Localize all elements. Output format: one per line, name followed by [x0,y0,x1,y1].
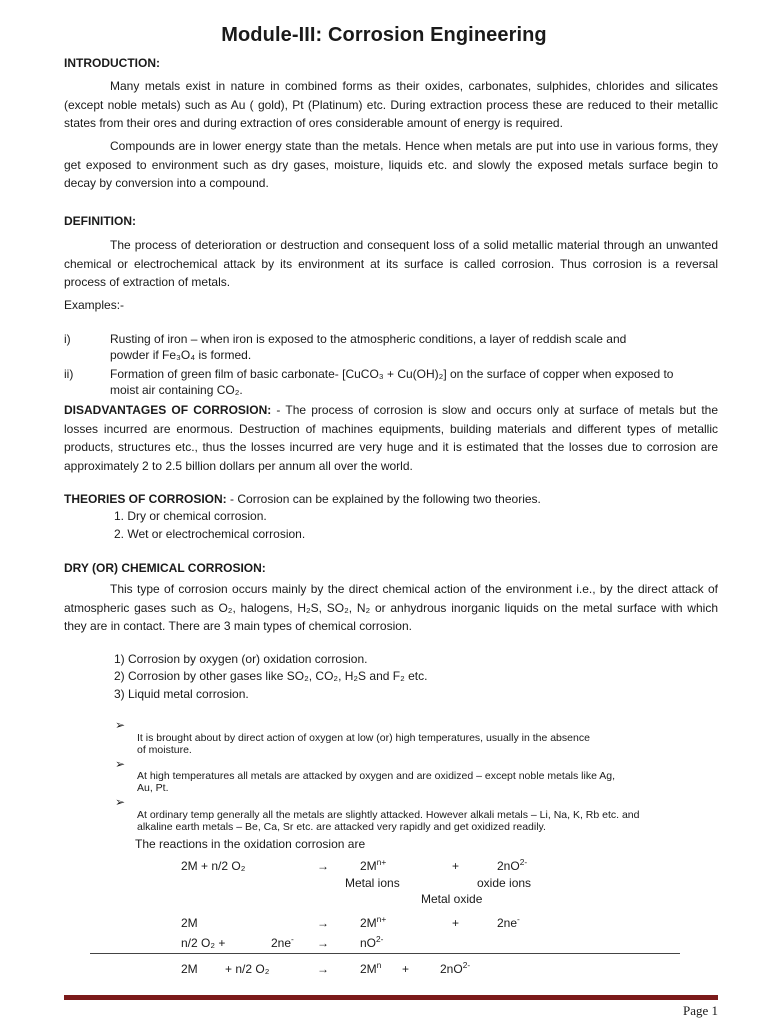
product-text: 2ne [497,916,518,930]
example-line: moist air containing CO₂. [110,383,243,397]
product-text: 2M [360,859,377,873]
product-charge: n+ [376,857,387,867]
electron-text: 2ne [271,936,292,950]
reactions-label: The reactions in the oxidation corrosion are [135,837,366,851]
reaction-product [440,962,470,976]
bullet-text [137,810,697,833]
theory-item: 2. Wet or electrochemical corrosion. [114,527,306,541]
definition-heading: DEFINITION: [64,214,136,228]
reaction-reactants: 2M [181,962,198,976]
product-text: 2M [360,916,377,930]
disadvantages-paragraph [64,401,718,475]
product-charge: n+ [376,914,387,924]
product-charge: n [376,960,382,970]
theory-item: 1. Dry or chemical corrosion. [114,509,267,523]
product-charge: 2- [462,960,471,970]
example-line: powder if Fe₃O₄ is formed. [110,348,252,362]
corrosion-type-item: 2) Corrosion by other gases like SO₂, CO₂, H₂S and F₂ etc. [114,669,428,683]
product-text: 2nO [497,859,520,873]
bullet-text [137,771,697,794]
footer-bar [64,995,718,1000]
example-line: Rusting of iron – when iron is exposed to the atmospheric conditions, a layer of reddish scale and [110,332,627,346]
page-number: Page 1 [682,1003,718,1018]
reaction-plus: + [452,859,460,873]
intro-heading: INTRODUCTION: [64,56,160,70]
arrow-bullet-icon: ➢ [115,718,126,732]
equation-divider [90,953,680,954]
theories-heading: THEORIES OF CORROSION: [64,492,227,506]
product-text: nO [360,936,377,950]
example-line: Formation of green film of basic carbonate- [CuCO₃ + Cu(OH)₂] on the surface of copper when exposed to [110,367,674,381]
reaction-arrow: → [317,916,329,930]
theories-line [64,491,718,507]
product-text: 2nO [440,962,463,976]
bullet-line: of moisture. [137,743,192,756]
example-text [110,366,720,398]
oxide-ions-label: oxide ions [477,876,532,890]
page-title: Module-III: Corrosion Engineering [221,24,547,46]
reaction-product [360,859,386,873]
reaction-product [360,962,381,976]
product-charge: - [517,914,520,924]
bullet-line: It is brought about by direct action of oxygen at low (or) high temperatures, usually in the absence [137,732,590,744]
intro-paragraph-1: Many metals exist in nature in combined forms as their oxides, carbonates, sulphides, chlorides and silicates (except noble metals) such as Au ( gold), Pt (Platinum) etc. During extraction process these are reduced to their metallic states from their ores and during extraction of ores considerable amount of energy is required. [64,79,718,130]
product-text: 2M [360,962,377,976]
reaction-product [360,916,386,930]
dry-corrosion-heading: DRY (OR) CHEMICAL CORROSION: [64,561,266,575]
electron-charge: - [291,934,294,944]
corrosion-type-item: 1) Corrosion by oxygen (or) oxidation corrosion. [114,652,368,666]
example-number: i) [64,332,71,346]
bullet-line: At ordinary temp generally all the metals are slightly attacked. However alkali metals – Li, Na, K, Rb etc. and [137,809,640,821]
metal-ions-label: Metal ions [345,876,400,890]
bullet-line: alkaline earth metals – Be, Ca, Sr etc. are attacked very rapidly and get oxidized readily. [137,820,546,833]
intro-paragraph-2: Compounds are in lower energy state than the metals. Hence when metals are put into use in various forms, they get exposed to environment such as dry gases, moisture, liquids etc. and slowly the exposed metals surface begin to decay by conversion into a compound. [64,139,718,190]
corrosion-type-item: 3) Liquid metal corrosion. [114,687,249,701]
examples-label: Examples:- [64,298,125,312]
bullet-line: Au, Pt. [137,781,169,794]
theories-intro: - Corrosion can be explained by the following two theories. [226,492,541,506]
arrow-bullet-icon: ➢ [115,795,126,809]
reaction-reactants-2: + n/2 O₂ [225,962,270,976]
reaction-reactants: 2M + n/2 O₂ [181,859,246,873]
reaction-product [497,916,520,930]
arrow-bullet-icon: ➢ [115,757,126,771]
reaction-arrow: → [317,962,329,976]
example-text [110,331,720,363]
bullet-line: At high temperatures all metals are attacked by oxygen and are oxidized – except noble metals like Ag, [137,770,616,782]
definition-paragraph: The process of deterioration or destruction and consequent loss of a solid metallic material through an unwanted chemical or electrochemical attack by its environment at its surface is called corrosion. Thus corrosion is a reversal process of extraction of metals. [64,238,718,289]
metal-oxide-label: Metal oxide [421,892,483,906]
example-number: ii) [64,367,74,381]
reaction-reactants: n/2 O₂ + [181,936,226,950]
reaction-plus: + [402,962,410,976]
reaction-product [360,936,383,950]
reaction-reactants: 2M [181,916,198,930]
reaction-arrow: → [317,859,329,873]
reaction-plus: + [452,916,460,930]
reaction-product [497,859,527,873]
reaction-arrow: → [317,936,329,950]
dry-corrosion-paragraph: This type of corrosion occurs mainly by the direct chemical action of the environment i.e., by the direct attack of atmospheric gases such as O₂, halogens, H₂S, SO₂, N₂ or anhydrous inorganic liquids on the metal surface with which they are in contact. There are 3 main types of chemical corrosion. [64,582,718,633]
reaction-electrons [271,936,294,950]
bullet-text [137,733,697,756]
product-charge: 2- [519,857,528,867]
disadvantages-heading: DISADVANTAGES OF CORROSION: [64,403,272,417]
product-charge: 2- [376,934,384,944]
disadvantages-text: - The process of corrosion is slow and occurs only at surface of metals but the losses incurred are enormous. Destruction of machines equipments, building materials and different types of metallic products, structures etc., thus the losses incurred are very huge and it is estimated that the losses due to corrosion are approximately 2 to 2.5 billion dollars per annum all over the world. [64,403,718,473]
